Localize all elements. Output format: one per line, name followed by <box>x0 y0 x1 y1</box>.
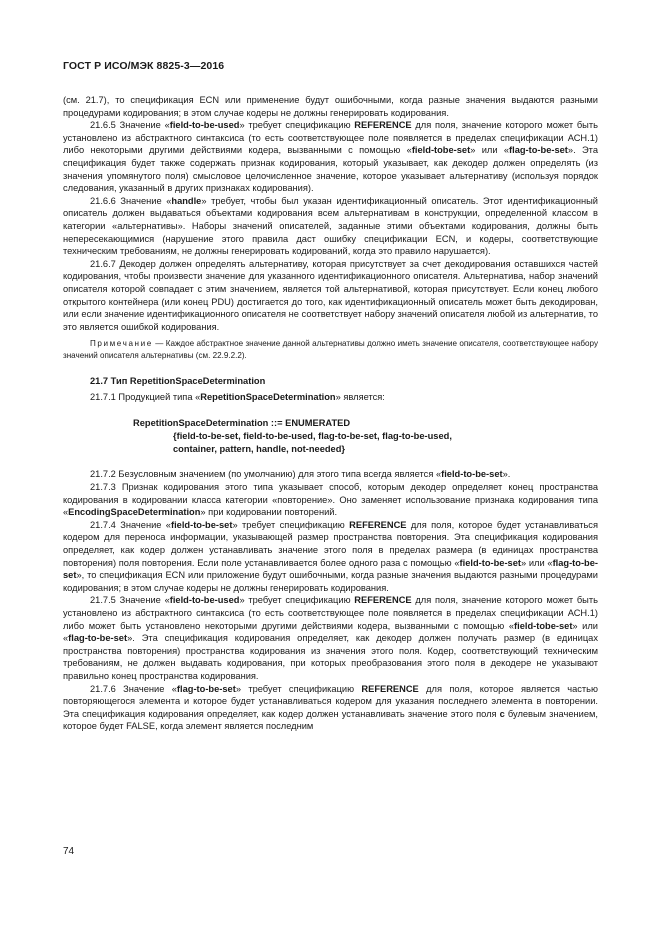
page-number: 74 <box>63 846 75 857</box>
text-run: 21.6.5 Значение « <box>90 120 170 131</box>
bold-term: RepetitionSpaceDetermination <box>200 392 336 403</box>
definition-line: RepetitionSpaceDetermination ::= ENUMERATED <box>133 418 351 429</box>
definition-line: {field-to-be-set, field-to-be-used, flag-to-be-set, flag-to-be-used, <box>173 430 452 441</box>
section-heading-21-7: 21.7 Тип RepetitionSpaceDetermination <box>90 375 266 386</box>
paragraph-21-6-7 <box>63 258 598 334</box>
note <box>63 338 598 361</box>
document-body <box>63 94 598 733</box>
text-run: ». Эта спецификация кодирования определяет, как декодер должен получать размер (в единицах пространства повторения) пространства кодирования из значения этого поля. Кодер, соответствующий техническим требованиям, не должен выдавать кодирования, при которых преобразования этого поля в декодере не указывают правильно конец пространства кодирования. <box>63 633 598 681</box>
bold-term: field-tobe-set <box>514 620 573 631</box>
definition-line: container, pattern, handle, not-needed} <box>173 443 346 454</box>
paragraph-21-7-3 <box>63 481 598 519</box>
note-text: — Каждое абстрактное значение данной альтернативы должно иметь значение описателя, соответствующее набору значений описателя альтернативы (см. 22.9.2.2). <box>63 339 598 360</box>
bold-term: flag-to-be-set <box>63 557 599 581</box>
text-run: » требует спецификацию <box>232 519 350 530</box>
text-run: булевым значением, которое будет FALSE, когда элемент является последним <box>63 708 598 732</box>
text-run: » или « <box>63 620 598 644</box>
text-run: » требует спецификацию <box>235 683 362 694</box>
text-run: 21.7.5 Значение « <box>90 595 170 606</box>
text-run: 21.7.1 Продукцией типа « <box>90 392 201 403</box>
bold-term: flag-to-be-set <box>176 683 236 694</box>
paragraph-21-7-1 <box>63 391 598 404</box>
bold-term: field-to-be-used <box>169 595 240 606</box>
bold-term: REFERENCE <box>354 595 412 606</box>
note-label: Примечание <box>90 339 153 349</box>
bold-term: field-to-be-set <box>459 557 521 568</box>
text-run: для поля, значение которого может быть установлено из абстрактного синтаксиса (то есть соответствующее поле появляется в пределах спецификации АСН.1) либо может быть установлено некоторыми другими действиями кодера, вызванными с помощью « <box>63 595 598 631</box>
text-run: для поля, которое является частью повторяющегося элемента и которое будет устанавливаться кодером для указания последнего элемента в повторении. Эта спецификация кодирования определяет, как кодер должен устанавливать значение этого поля <box>63 683 598 719</box>
text-run: » при кодировании повторений. <box>200 507 338 518</box>
paragraph-21-6-5 <box>63 119 598 195</box>
paragraph-21-7-5 <box>63 594 598 682</box>
bold-term: REFERENCE <box>354 120 412 131</box>
bold-term: field-to-be-used <box>169 120 240 131</box>
text-run: » требует спецификацию <box>239 120 355 131</box>
type-definition <box>63 417 598 455</box>
text-run: ». Эта спецификация будет также содержать признак кодирования, который указывает, как декодер должен определять (из значения упомянутого поля) смысловое целочисленное значение, которое указывает альтернативу (используя порядок следования, указанный в других признаках кодирования). <box>63 145 598 194</box>
text-run: 21.7.2 Безусловным значением (по умолчанию) для этого типа всегда является « <box>90 469 442 480</box>
text-run: для поля, значение которого может быть установлено из абстрактного синтаксиса (то есть соответствующее поле появляется в пределах спецификации АСН.1) либо некоторыми другими действиями кодера, вызванными с помощью « <box>63 120 598 156</box>
bold-term: handle <box>171 195 202 206</box>
text-run: 21.6.7 Декодер должен определять альтернативу, которая присутствует за счет декодирования оставшихся частей кодирования, чтобы произвести значение для указанного идентификационного описателя. Альтернатива, набор значений описателя которой совпадает с этим значением, является той альтернативой, которая присутствует. Если конец любого открытого контейнера (или конец PDU) достигается до того, как идентификационный описатель может быть декодирован, или если значение идентификационного описателя не соответствует набору значений описателя любой из альтернатив, то это является ошибкой кодирования. <box>63 258 598 332</box>
bold-term: flag-to-be-set <box>509 145 568 156</box>
bold-term: flag-to-be-set <box>68 633 128 644</box>
text-run: 21.7.4 Значение « <box>90 519 171 530</box>
text-run: ». <box>502 469 511 480</box>
text-run: 21.7.3 Признак кодирования этого типа указывает способ, которым декодер определяет конец пространства кодирования в кодировании класса категории «повторение». Оно заменяет использование признака кодирования типа « <box>63 482 598 518</box>
paragraph-21-7-6 <box>63 683 598 733</box>
bold-term: EncodingSpaceDetermination <box>68 507 201 518</box>
text-run: » или « <box>520 557 553 568</box>
text-run: 21.6.6 Значение « <box>90 195 172 206</box>
text-run: » является: <box>335 392 385 403</box>
paragraph <box>63 94 598 119</box>
text-run: » или « <box>470 145 510 156</box>
paragraph-21-6-6 <box>63 195 598 258</box>
text-run: 21.7.6 Значение « <box>90 683 177 694</box>
text-run: » требует, чтобы был указан идентификационный описатель. Этот идентификационный описатель должен выдаваться объектами кодирования всем альтернативам в конструкции, определенной классом в категории «альтернативы». Наборы значений описателей, заданные этими объектами кодирования, должны быть непересекающимися (нарушение этого правила даст ошибку спецификации ECN, и кодеры, соответствующие техническим требованиям, не должны генерировать кодирований, когда это правило нарушается). <box>63 195 598 257</box>
paragraph-21-7-4 <box>63 519 598 595</box>
text-run: (см. 21.7), то спецификация ECN или применение будут ошибочными, когда разные значения выдаются разными процедурами кодирования; в этом случае кодеры не должны генерировать кодирования. <box>63 95 598 118</box>
text-run: » требует спецификацию <box>239 595 355 606</box>
bold-term: field-tobe-set <box>411 145 471 156</box>
paragraph-21-7-2 <box>63 468 598 481</box>
bold-term: REFERENCE <box>361 683 419 694</box>
document-header: ГОСТ Р ИСО/МЭК 8825-3—2016 <box>63 60 225 72</box>
bold-term: c <box>499 708 505 719</box>
bold-term: REFERENCE <box>349 519 407 530</box>
bold-term: field-to-be-set <box>441 469 503 480</box>
bold-term: field-to-be-set <box>170 519 233 530</box>
text-run: », то спецификация ECN или приложение будут ошибочными, когда разные значения выдаются разными процедурами кодирования; в этом случае кодеры не должны генерировать кодирования. <box>63 570 598 593</box>
text-run: для поля, которое будет устанавливаться кодером для переноса информации, указывающей размер пространства повторения. Эта спецификация кодирования определяет, как кодер должен устанавливать значение этого поля в пределах размера (в единицах пространства повторения) поля повторения. Если поле устанавливается более одного раза с помощью « <box>63 519 598 568</box>
